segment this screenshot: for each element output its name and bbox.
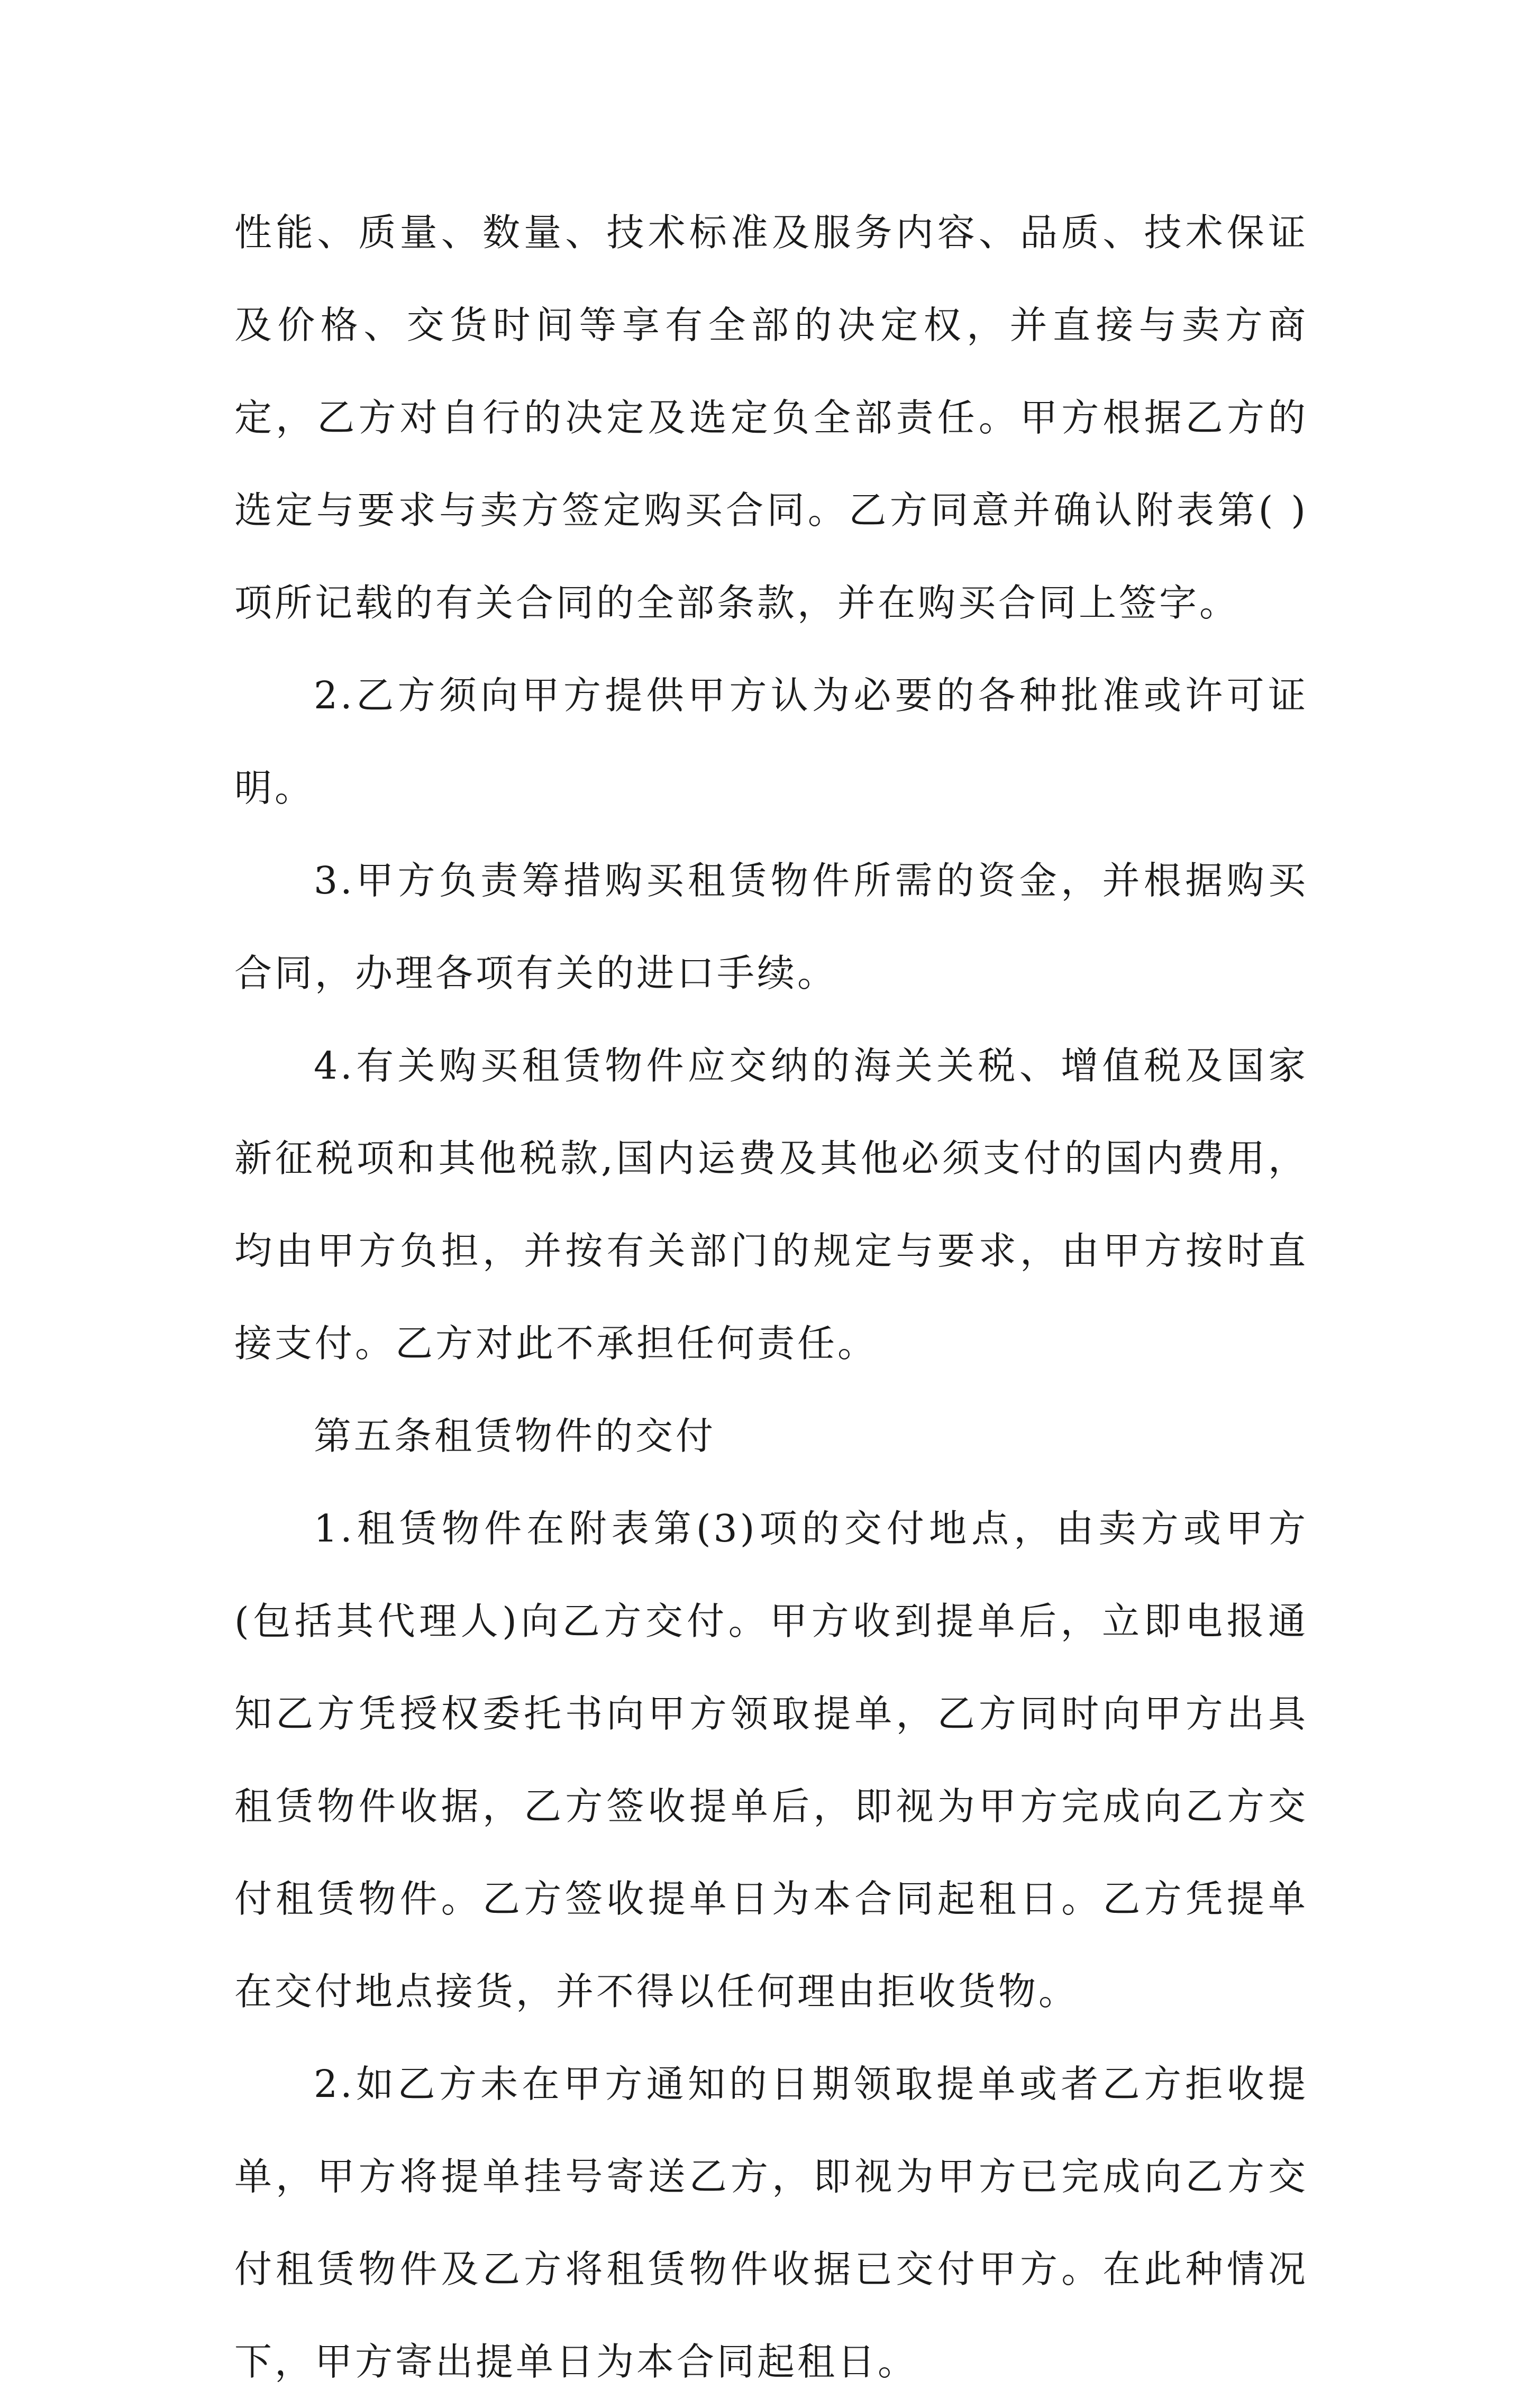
paragraph-selection-responsibility: 性能、质量、数量、技术标准及服务内容、品质、技术保证及价格、交货时间等享有全部的决定权，并直接与卖方商定，乙方对自行的决定及选定负全部责任。甲方根据乙方的选定与要求与卖方签定购买合同。乙方同意并确认附表第( )项所记载的有关合同的全部条款，并在购买合同上签字。 [234, 211, 1308, 625]
paragraph-taxes-fees: 4.有关购买租赁物件应交纳的海关关税、增值税及国家新征税项和其他税款,国内运费及其他必须支付的国内费用，均由甲方负担，并按有关部门的规定与要求，由甲方按时直接支付。乙方对此不承担任何责任。 [234, 1044, 1308, 1365]
section-heading-delivery: 第五条租赁物件的交付 [314, 1414, 716, 1458]
paragraph-delivery-refusal: 2.如乙方未在甲方通知的日期领取提单或者乙方拒收提单，甲方将提单挂号寄送乙方，即视为甲方已完成向乙方交付租赁物件及乙方将租赁物件收据已交付甲方。在此种情况下，甲方寄出提单日为本合同起租日。 [234, 2062, 1308, 2384]
contract-body [234, 186, 1308, 2408]
paragraph-funding-import: 3.甲方负责筹措购买租赁物件所需的资金，并根据购买合同，办理各项有关的进口手续。 [234, 859, 1308, 995]
paragraph-approval-certificates: 2.乙方须向甲方提供甲方认为必要的各种批准或许可证明。 [234, 673, 1308, 810]
paragraph-delivery-bill-of-lading: 1.租赁物件在附表第(3)项的交付地点，由卖方或甲方(包括其代理人)向乙方交付。甲方收到提单后，立即电报通知乙方凭授权委托书向甲方领取提单，乙方同时向甲方出具租赁物件收据，乙方签收提单后，即视为甲方完成向乙方交付租赁物件。乙方签收提单日为本合同起租日。乙方凭提单在交付地点接货，并不得以任何理由拒收货物。 [234, 1507, 1308, 2013]
